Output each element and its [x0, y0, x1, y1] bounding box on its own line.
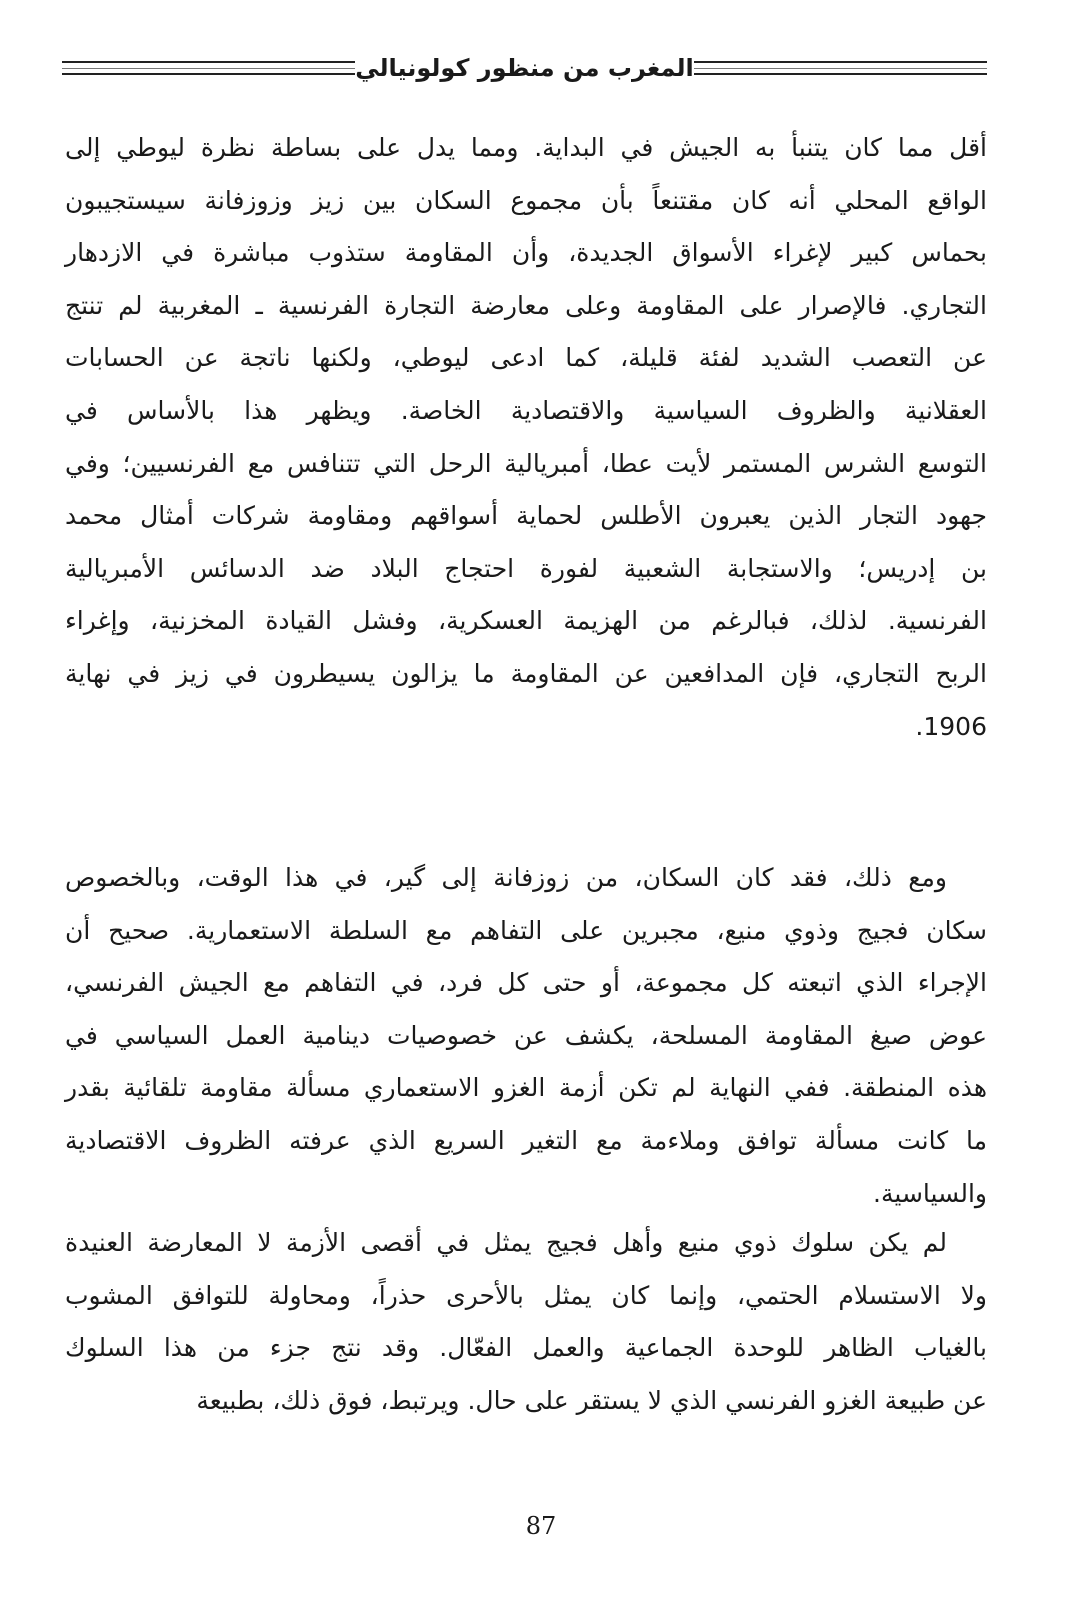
text-line: ومع ذلك، فقد كان السكان، من زوزفانة إلى گير، في هذا الوقت، وبالخصوص: [65, 863, 947, 892]
running-title: المغرب من منظور كولونيالي: [355, 54, 694, 82]
text-line: العقلانية والظروف السياسية والاقتصادية الخاصة. ويظهر هذا بالأساس في: [65, 395, 987, 425]
text-line: الواقع المحلي أنه كان مقتنعاً بأن مجموع السكان بين زيز وزوزفانة سيستجيبون: [65, 185, 987, 215]
text-line: بالغياب الظاهر للوحدة الجماعية والعمل الفعّال. وقد نتج جزء من هذا السلوك: [65, 1333, 987, 1363]
text-line: ولا الاستسلام الحتمي، وإنما كان يمثل بالأحرى حذراً، ومحاولة للتوافق المشوب: [65, 1280, 987, 1310]
text-line: جهود التجار الذين يعبرون الأطلس لحماية أسواقهم ومقاومة شركات أمثال محمد: [65, 501, 987, 531]
text-line: لم يكن سلوك ذوي منيع وأهل فجيج يمثل في أقصى الأزمة لا المعارضة العنيدة: [65, 1228, 947, 1257]
text-line: عن التعصب الشديد لفئة قليلة، كما ادعى ليوطي، ولكنها ناتجة عن الحسابات: [65, 343, 987, 373]
text-line: 1906.: [915, 711, 987, 741]
text-line: بحماس كبير لإغراء الأسواق الجديدة، وأن المقاومة ستذوب مباشرة في الازدهار: [65, 238, 987, 268]
text-line: التجاري. فالإصرار على المقاومة وعلى معارضة التجارة الفرنسية ـ المغربية لم تنتج: [65, 290, 987, 320]
header-rule-left: [62, 61, 355, 75]
text-line: سكان فجيج وذوي منيع، مجبرين على التفاهم مع السلطة الاستعمارية. صحيح أن: [65, 915, 987, 945]
text-line: هذه المنطقة. ففي النهاية لم تكن أزمة الغزو الاستعماري مسألة مقاومة تلقائية بقدر: [65, 1073, 987, 1103]
text-line: التوسع الشرس المستمر لأيت عطا، أمبريالية الرحل التي تتنافس مع الفرنسيين؛ وفي: [65, 448, 987, 478]
paragraph-2: [65, 852, 987, 1220]
text-line: ما كانت مسألة توافق وملاءمة مع التغير السريع الذي عرفته الظروف الاقتصادية: [65, 1125, 987, 1155]
running-header: [62, 48, 987, 88]
text-line: الفرنسية. لذلك، فبالرغم من الهزيمة العسكرية، وفشل القيادة المخزنية، وإغراء: [65, 606, 987, 636]
text-line: الربح التجاري، فإن المدافعين عن المقاومة ما يزالون يسيطرون في زيز في نهاية: [65, 658, 987, 688]
text-line: عن طبيعة الغزو الفرنسي الذي لا يستقر على حال. ويرتبط، فوق ذلك، بطبيعة: [196, 1385, 987, 1415]
header-rule-right: [694, 61, 987, 75]
text-line: بن إدريس؛ والاستجابة الشعبية لفورة احتجاج البلاد ضد الدسائس الأمبريالية: [65, 553, 987, 583]
text-line: أقل مما كان يتنبأ به الجيش في البداية. ومما يدل على بساطة نظرة ليوطي إلى: [65, 133, 987, 162]
page-number: 87: [525, 1512, 557, 1540]
text-line: عوض صيغ المقاومة المسلحة، يكشف عن خصوصيات دينامية العمل السياسي في: [65, 1020, 987, 1050]
paragraph-3: [65, 1217, 987, 1427]
text-line: الإجراء الذي اتبعته كل مجموعة، أو حتى كل فرد، في التفاهم مع الجيش الفرنسي،: [65, 968, 987, 998]
paragraph-1: [65, 122, 987, 753]
text-line: والسياسية.: [873, 1178, 987, 1208]
